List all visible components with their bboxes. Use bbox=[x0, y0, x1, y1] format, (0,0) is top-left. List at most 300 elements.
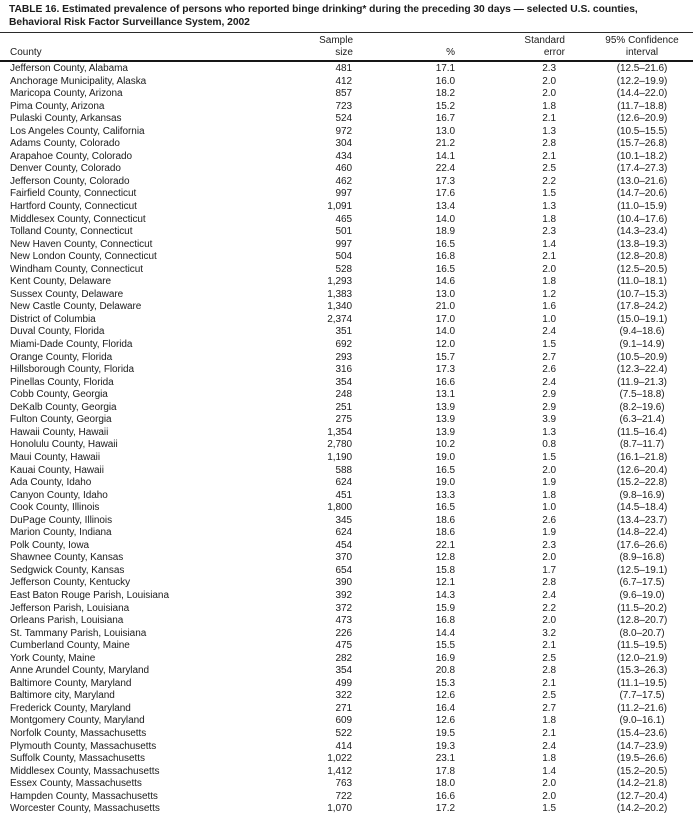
sample-size-cell: 390 bbox=[335, 577, 352, 589]
confidence-interval-cell: (15.3–26.3) bbox=[616, 665, 668, 677]
county-cell: Shawnee County, Kansas bbox=[10, 552, 124, 564]
sample-size-cell: 609 bbox=[335, 715, 352, 727]
table-row bbox=[0, 226, 693, 239]
county-cell: Suffolk County, Massachusetts bbox=[10, 753, 145, 765]
sample-size-cell: 322 bbox=[335, 690, 352, 702]
confidence-interval-cell: (7.7–17.5) bbox=[619, 690, 665, 702]
table-row bbox=[0, 264, 693, 277]
table-row bbox=[0, 477, 693, 490]
table-row bbox=[0, 251, 693, 264]
county-cell: District of Columbia bbox=[10, 313, 96, 325]
table-row bbox=[0, 590, 693, 603]
table-row bbox=[0, 239, 693, 252]
county-cell: Middlesex County, Massachusetts bbox=[10, 765, 160, 777]
table-row bbox=[0, 753, 693, 766]
sample-size-cell: 1,412 bbox=[327, 765, 352, 777]
standard-error-cell: 2.9 bbox=[542, 389, 556, 401]
table-row bbox=[0, 101, 693, 114]
county-cell: Pulaski County, Arkansas bbox=[10, 113, 122, 125]
confidence-interval-cell: (11.0–18.1) bbox=[617, 276, 667, 288]
county-cell: Fairfield County, Connecticut bbox=[10, 188, 137, 200]
percent-cell: 19.0 bbox=[435, 451, 455, 463]
sample-size-cell: 2,374 bbox=[327, 313, 352, 325]
table-row bbox=[0, 703, 693, 716]
table-row bbox=[0, 778, 693, 791]
confidence-interval-cell: (12.3–22.4) bbox=[616, 364, 668, 376]
standard-error-cell: 2.9 bbox=[542, 401, 556, 413]
standard-error-cell: 2.4 bbox=[542, 376, 556, 388]
county-cell: Duval County, Florida bbox=[10, 326, 105, 338]
county-cell: Baltimore city, Maryland bbox=[10, 690, 115, 702]
county-cell: DuPage County, Illinois bbox=[10, 514, 113, 526]
sample-size-cell: 499 bbox=[335, 677, 352, 689]
standard-error-cell: 1.5 bbox=[542, 451, 556, 463]
percent-cell: 12.0 bbox=[435, 339, 455, 351]
confidence-interval-cell: (12.8–20.8) bbox=[616, 251, 668, 263]
confidence-interval-header-line1: 95% Confidence bbox=[605, 35, 679, 46]
percent-cell: 18.2 bbox=[435, 88, 455, 100]
sample-size-cell: 723 bbox=[335, 100, 352, 112]
confidence-interval-cell: (16.1–21.8) bbox=[616, 451, 668, 463]
standard-error-cell: 2.7 bbox=[542, 702, 556, 714]
confidence-interval-cell: (6.3–21.4) bbox=[619, 414, 665, 426]
header-row-2 bbox=[0, 47, 693, 62]
percent-cell: 18.6 bbox=[435, 514, 455, 526]
sample-size-cell: 351 bbox=[335, 326, 352, 338]
county-cell: Polk County, Iowa bbox=[10, 539, 90, 551]
table-row bbox=[0, 339, 693, 352]
standard-error-cell: 1.4 bbox=[542, 765, 556, 777]
table-row bbox=[0, 326, 693, 339]
table-row bbox=[0, 402, 693, 415]
sample-size-cell: 972 bbox=[335, 125, 352, 137]
standard-error-cell: 2.1 bbox=[542, 150, 556, 162]
standard-error-cell: 2.0 bbox=[542, 790, 556, 802]
sample-size-cell: 1,800 bbox=[327, 502, 352, 514]
confidence-interval-cell: (12.2–19.9) bbox=[616, 75, 668, 87]
sample-size-cell: 414 bbox=[335, 740, 352, 752]
table-row bbox=[0, 377, 693, 390]
standard-error-cell: 2.0 bbox=[542, 552, 556, 564]
table-row bbox=[0, 803, 693, 816]
confidence-interval-cell: (9.6–19.0) bbox=[619, 589, 665, 601]
confidence-interval-cell: (12.8–20.7) bbox=[616, 615, 668, 627]
standard-error-cell: 2.7 bbox=[542, 351, 556, 363]
standard-error-cell: 2.0 bbox=[542, 615, 556, 627]
sample-size-cell: 248 bbox=[335, 389, 352, 401]
percent-cell: 16.9 bbox=[435, 652, 455, 664]
confidence-interval-cell: (14.8–22.4) bbox=[616, 527, 668, 539]
standard-error-cell: 2.0 bbox=[542, 88, 556, 100]
sample-size-cell: 392 bbox=[335, 589, 352, 601]
county-cell: Jefferson County, Kentucky bbox=[10, 577, 131, 589]
percent-cell: 13.9 bbox=[435, 426, 455, 438]
standard-error-cell: 2.3 bbox=[542, 226, 556, 238]
confidence-interval-cell: (14.5–18.4) bbox=[616, 502, 668, 514]
table-row bbox=[0, 502, 693, 515]
county-cell: Hartford County, Connecticut bbox=[10, 201, 137, 213]
county-cell: Jefferson Parish, Louisiana bbox=[10, 602, 130, 614]
percent-cell: 16.7 bbox=[435, 113, 455, 125]
sample-size-cell: 1,070 bbox=[327, 803, 352, 815]
confidence-interval-cell: (15.2–22.8) bbox=[616, 477, 668, 489]
standard-error-header-line2: error bbox=[458, 47, 566, 62]
percent-cell: 19.3 bbox=[435, 740, 455, 752]
sample-size-cell: 501 bbox=[335, 226, 352, 238]
percent-cell: 17.1 bbox=[435, 63, 455, 74]
percent-cell: 17.8 bbox=[435, 765, 455, 777]
table-row bbox=[0, 301, 693, 314]
sample-size-cell: 763 bbox=[335, 778, 352, 790]
percent-cell: 12.8 bbox=[435, 552, 455, 564]
county-cell: DeKalb County, Georgia bbox=[10, 401, 117, 413]
table-row bbox=[0, 628, 693, 641]
county-cell: York County, Maine bbox=[10, 652, 96, 664]
table-row bbox=[0, 214, 693, 227]
percent-cell: 14.3 bbox=[435, 589, 455, 601]
percent-cell: 22.1 bbox=[435, 539, 455, 551]
county-cell: Miami-Dade County, Florida bbox=[10, 339, 133, 351]
standard-error-cell: 1.8 bbox=[542, 753, 556, 765]
county-cell: Baltimore County, Maryland bbox=[10, 677, 132, 689]
percent-cell: 18.9 bbox=[435, 226, 455, 238]
county-cell: Middlesex County, Connecticut bbox=[10, 213, 146, 225]
sample-size-cell: 345 bbox=[335, 514, 352, 526]
percent-cell: 17.3 bbox=[435, 175, 455, 187]
standard-error-cell: 1.0 bbox=[542, 313, 556, 325]
confidence-interval-cell: (11.5–20.2) bbox=[617, 602, 667, 614]
table-row bbox=[0, 452, 693, 465]
standard-error-cell: 1.6 bbox=[542, 301, 556, 313]
sample-size-cell: 1,354 bbox=[327, 426, 352, 438]
confidence-interval-header-line2: interval bbox=[566, 47, 693, 62]
percent-cell: 17.0 bbox=[435, 313, 455, 325]
county-cell: Kent County, Delaware bbox=[10, 276, 112, 288]
table-row bbox=[0, 88, 693, 101]
standard-error-cell: 2.5 bbox=[542, 163, 556, 175]
confidence-interval-cell: (10.1–18.2) bbox=[616, 150, 668, 162]
table-row bbox=[0, 201, 693, 214]
table-row bbox=[0, 615, 693, 628]
prevalence-table bbox=[0, 33, 693, 816]
percent-cell: 14.1 bbox=[435, 150, 455, 162]
standard-error-cell: 1.7 bbox=[542, 564, 556, 576]
percent-cell: 15.7 bbox=[435, 351, 455, 363]
sample-size-cell: 475 bbox=[335, 640, 352, 652]
confidence-interval-cell: (11.7–18.8) bbox=[617, 100, 667, 112]
confidence-interval-cell: (12.5–21.6) bbox=[616, 63, 668, 74]
percent-header: % bbox=[355, 47, 458, 62]
county-cell: Maricopa County, Arizona bbox=[10, 88, 123, 100]
confidence-interval-cell: (11.9–21.3) bbox=[617, 376, 667, 388]
confidence-interval-cell: (13.0–21.6) bbox=[616, 175, 668, 187]
county-header-spacer bbox=[0, 33, 295, 47]
sample-size-cell: 316 bbox=[335, 364, 352, 376]
county-cell: Pinellas County, Florida bbox=[10, 376, 114, 388]
percent-cell: 16.8 bbox=[435, 251, 455, 263]
table-row bbox=[0, 364, 693, 377]
standard-error-cell: 2.1 bbox=[542, 727, 556, 739]
table-row bbox=[0, 414, 693, 427]
sample-size-cell: 271 bbox=[335, 702, 352, 714]
standard-error-cell: 1.3 bbox=[542, 125, 556, 137]
confidence-interval-cell: (11.2–21.6) bbox=[617, 702, 667, 714]
confidence-interval-cell: (9.1–14.9) bbox=[619, 339, 665, 351]
sample-size-cell: 226 bbox=[335, 627, 352, 639]
sample-size-header-line1: Sample bbox=[319, 35, 353, 46]
standard-error-cell: 2.8 bbox=[542, 577, 556, 589]
sample-size-cell: 1,383 bbox=[327, 288, 352, 300]
standard-error-cell: 2.8 bbox=[542, 138, 556, 150]
percent-cell: 15.5 bbox=[435, 640, 455, 652]
county-header: County bbox=[0, 47, 295, 62]
standard-error-cell: 1.8 bbox=[542, 276, 556, 288]
confidence-interval-cell: (11.5–19.5) bbox=[617, 640, 667, 652]
sample-size-cell: 654 bbox=[335, 564, 352, 576]
sample-size-cell: 465 bbox=[335, 213, 352, 225]
sample-size-cell: 624 bbox=[335, 527, 352, 539]
percent-cell: 17.3 bbox=[435, 364, 455, 376]
table-row bbox=[0, 163, 693, 176]
county-cell: Kauai County, Hawaii bbox=[10, 464, 104, 476]
county-cell: Hawaii County, Hawaii bbox=[10, 426, 109, 438]
table-row bbox=[0, 465, 693, 478]
table-row bbox=[0, 565, 693, 578]
percent-cell: 12.6 bbox=[435, 690, 455, 702]
confidence-interval-cell: (17.4–27.3) bbox=[616, 163, 668, 175]
table-row bbox=[0, 427, 693, 440]
sample-size-cell: 372 bbox=[335, 602, 352, 614]
county-cell: New Castle County, Delaware bbox=[10, 301, 142, 313]
standard-error-cell: 2.2 bbox=[542, 602, 556, 614]
sample-size-cell: 473 bbox=[335, 615, 352, 627]
sample-size-cell: 451 bbox=[335, 489, 352, 501]
standard-error-cell: 2.8 bbox=[542, 665, 556, 677]
confidence-interval-cell: (8.0–20.7) bbox=[619, 627, 665, 639]
standard-error-cell: 1.8 bbox=[542, 489, 556, 501]
confidence-interval-cell: (9.8–16.9) bbox=[619, 489, 665, 501]
confidence-interval-cell: (8.7–11.7) bbox=[619, 439, 665, 451]
county-cell: Canyon County, Idaho bbox=[10, 489, 108, 501]
confidence-interval-cell: (11.1–19.5) bbox=[617, 677, 667, 689]
table-row bbox=[0, 515, 693, 528]
table-row bbox=[0, 741, 693, 754]
confidence-interval-cell: (13.8–19.3) bbox=[616, 238, 668, 250]
percent-cell: 13.3 bbox=[435, 489, 455, 501]
percent-cell: 12.1 bbox=[435, 577, 455, 589]
county-cell: Maui County, Hawaii bbox=[10, 451, 101, 463]
sample-size-cell: 304 bbox=[335, 138, 352, 150]
table-row bbox=[0, 352, 693, 365]
header-row-1 bbox=[0, 33, 693, 47]
table-row bbox=[0, 314, 693, 327]
table-row bbox=[0, 640, 693, 653]
sample-size-cell: 1,293 bbox=[327, 276, 352, 288]
standard-error-cell: 2.5 bbox=[542, 652, 556, 664]
sample-size-cell: 522 bbox=[335, 727, 352, 739]
sample-size-cell: 624 bbox=[335, 477, 352, 489]
percent-cell: 14.6 bbox=[435, 276, 455, 288]
percent-cell: 16.6 bbox=[435, 376, 455, 388]
confidence-interval-cell: (12.6–20.9) bbox=[616, 113, 668, 125]
confidence-interval-cell: (9.0–16.1) bbox=[619, 715, 665, 727]
table-title-line-1: TABLE 16. Estimated prevalence of persons who reported binge drinking* during the preceding 30 days — selected U.S. counties, bbox=[9, 4, 638, 15]
confidence-interval-cell: (14.4–22.0) bbox=[616, 88, 668, 100]
standard-error-cell: 2.2 bbox=[542, 175, 556, 187]
standard-error-cell: 1.0 bbox=[542, 502, 556, 514]
percent-cell: 13.9 bbox=[435, 414, 455, 426]
county-cell: Los Angeles County, California bbox=[10, 125, 145, 137]
confidence-interval-cell: (12.6–20.4) bbox=[616, 464, 668, 476]
confidence-interval-cell: (8.2–19.6) bbox=[619, 401, 665, 413]
table-row bbox=[0, 540, 693, 553]
county-cell: Montgomery County, Maryland bbox=[10, 715, 145, 727]
standard-error-cell: 1.9 bbox=[542, 527, 556, 539]
standard-error-cell: 2.0 bbox=[542, 75, 556, 87]
standard-error-cell: 2.6 bbox=[542, 514, 556, 526]
county-cell: Essex County, Massachusetts bbox=[10, 778, 142, 790]
sample-size-cell: 481 bbox=[335, 63, 352, 74]
standard-error-cell: 1.4 bbox=[542, 238, 556, 250]
percent-cell: 20.8 bbox=[435, 665, 455, 677]
county-cell: Fulton County, Georgia bbox=[10, 414, 112, 426]
percent-cell: 15.3 bbox=[435, 677, 455, 689]
percent-cell: 22.4 bbox=[435, 163, 455, 175]
percent-cell: 10.2 bbox=[435, 439, 455, 451]
percent-cell: 13.0 bbox=[435, 125, 455, 137]
percent-cell: 14.4 bbox=[435, 627, 455, 639]
county-cell: Anne Arundel County, Maryland bbox=[10, 665, 150, 677]
confidence-interval-cell: (10.5–15.5) bbox=[616, 125, 668, 137]
county-cell: Sedgwick County, Kansas bbox=[10, 564, 125, 576]
standard-error-cell: 2.3 bbox=[542, 63, 556, 74]
standard-error-cell: 1.3 bbox=[542, 201, 556, 213]
standard-error-cell: 3.9 bbox=[542, 414, 556, 426]
sample-size-cell: 462 bbox=[335, 175, 352, 187]
percent-cell: 13.1 bbox=[435, 389, 455, 401]
table-row bbox=[0, 138, 693, 151]
confidence-interval-cell: (15.2–20.5) bbox=[616, 765, 668, 777]
percent-cell: 15.8 bbox=[435, 564, 455, 576]
confidence-interval-cell: (12.5–20.5) bbox=[616, 263, 668, 275]
confidence-interval-cell: (6.7–17.5) bbox=[619, 577, 665, 589]
percent-cell: 14.0 bbox=[435, 326, 455, 338]
county-cell: Marion County, Indiana bbox=[10, 527, 112, 539]
confidence-interval-cell: (10.4–17.6) bbox=[616, 213, 668, 225]
percent-cell: 18.0 bbox=[435, 778, 455, 790]
percent-cell: 19.5 bbox=[435, 727, 455, 739]
table-row bbox=[0, 552, 693, 565]
table-title bbox=[0, 0, 693, 33]
sample-size-cell: 454 bbox=[335, 539, 352, 551]
sample-size-cell: 722 bbox=[335, 790, 352, 802]
standard-error-cell: 2.4 bbox=[542, 589, 556, 601]
standard-error-cell: 1.5 bbox=[542, 339, 556, 351]
sample-size-cell: 460 bbox=[335, 163, 352, 175]
county-cell: Jefferson County, Alabama bbox=[10, 63, 128, 74]
county-cell: Worcester County, Massachusetts bbox=[10, 803, 160, 815]
standard-error-cell: 2.0 bbox=[542, 464, 556, 476]
standard-error-cell: 3.2 bbox=[542, 627, 556, 639]
confidence-interval-cell: (11.5–16.4) bbox=[617, 426, 667, 438]
percent-cell: 13.9 bbox=[435, 401, 455, 413]
standard-error-cell: 2.4 bbox=[542, 740, 556, 752]
percent-cell: 15.9 bbox=[435, 602, 455, 614]
table-row bbox=[0, 665, 693, 678]
county-cell: St. Tammany Parish, Louisiana bbox=[10, 627, 147, 639]
sample-size-cell: 412 bbox=[335, 75, 352, 87]
county-cell: New London County, Connecticut bbox=[10, 251, 157, 263]
percent-cell: 16.4 bbox=[435, 702, 455, 714]
table-row bbox=[0, 61, 693, 76]
county-cell: Cook County, Illinois bbox=[10, 502, 100, 514]
sample-size-cell: 1,022 bbox=[327, 753, 352, 765]
table-body bbox=[0, 61, 693, 816]
standard-error-cell: 2.1 bbox=[542, 677, 556, 689]
county-cell: Honolulu County, Hawaii bbox=[10, 439, 118, 451]
sample-size-cell: 251 bbox=[335, 401, 352, 413]
sample-size-header-line2: size bbox=[295, 47, 355, 62]
table-header bbox=[0, 33, 693, 61]
table-row bbox=[0, 678, 693, 691]
confidence-interval-cell: (17.8–24.2) bbox=[616, 301, 668, 313]
table-row bbox=[0, 715, 693, 728]
confidence-interval-cell: (15.4–23.6) bbox=[616, 727, 668, 739]
confidence-interval-cell: (12.5–19.1) bbox=[616, 564, 668, 576]
confidence-interval-cell: (13.4–23.7) bbox=[616, 514, 668, 526]
confidence-interval-cell: (14.2–20.2) bbox=[616, 803, 668, 815]
county-cell: Norfolk County, Massachusetts bbox=[10, 727, 147, 739]
standard-error-cell: 1.8 bbox=[542, 100, 556, 112]
confidence-interval-cell: (14.2–21.8) bbox=[616, 778, 668, 790]
percent-header-spacer bbox=[355, 33, 458, 47]
sample-size-cell: 997 bbox=[335, 238, 352, 250]
confidence-interval-cell: (15.0–19.1) bbox=[616, 313, 668, 325]
standard-error-cell: 1.2 bbox=[542, 288, 556, 300]
standard-error-cell: 2.6 bbox=[542, 364, 556, 376]
confidence-interval-cell: (10.7–15.3) bbox=[616, 288, 668, 300]
sample-size-cell: 692 bbox=[335, 339, 352, 351]
percent-cell: 12.6 bbox=[435, 715, 455, 727]
sample-size-cell: 528 bbox=[335, 263, 352, 275]
confidence-interval-cell: (12.7–20.4) bbox=[616, 790, 668, 802]
sample-size-cell: 282 bbox=[335, 652, 352, 664]
table-title-line-2: Behavioral Risk Factor Surveillance System, 2002 bbox=[9, 17, 250, 28]
percent-cell: 21.2 bbox=[435, 138, 455, 150]
county-cell: Sussex County, Delaware bbox=[10, 288, 124, 300]
percent-cell: 21.0 bbox=[435, 301, 455, 313]
table-row bbox=[0, 527, 693, 540]
standard-error-cell: 0.8 bbox=[542, 439, 556, 451]
county-cell: Tolland County, Connecticut bbox=[10, 226, 133, 238]
percent-cell: 16.6 bbox=[435, 790, 455, 802]
percent-cell: 13.0 bbox=[435, 288, 455, 300]
standard-error-cell: 2.1 bbox=[542, 640, 556, 652]
confidence-interval-cell: (9.4–18.6) bbox=[619, 326, 665, 338]
county-cell: Frederick County, Maryland bbox=[10, 702, 131, 714]
table-row bbox=[0, 389, 693, 402]
percent-cell: 16.0 bbox=[435, 75, 455, 87]
sample-size-cell: 293 bbox=[335, 351, 352, 363]
standard-error-cell: 2.5 bbox=[542, 690, 556, 702]
standard-error-cell: 2.1 bbox=[542, 251, 556, 263]
standard-error-header-line1: Standard bbox=[524, 35, 565, 46]
standard-error-cell: 2.4 bbox=[542, 326, 556, 338]
sample-size-cell: 504 bbox=[335, 251, 352, 263]
sample-size-cell: 370 bbox=[335, 552, 352, 564]
county-cell: Orleans Parish, Louisiana bbox=[10, 615, 124, 627]
sample-size-cell: 997 bbox=[335, 188, 352, 200]
